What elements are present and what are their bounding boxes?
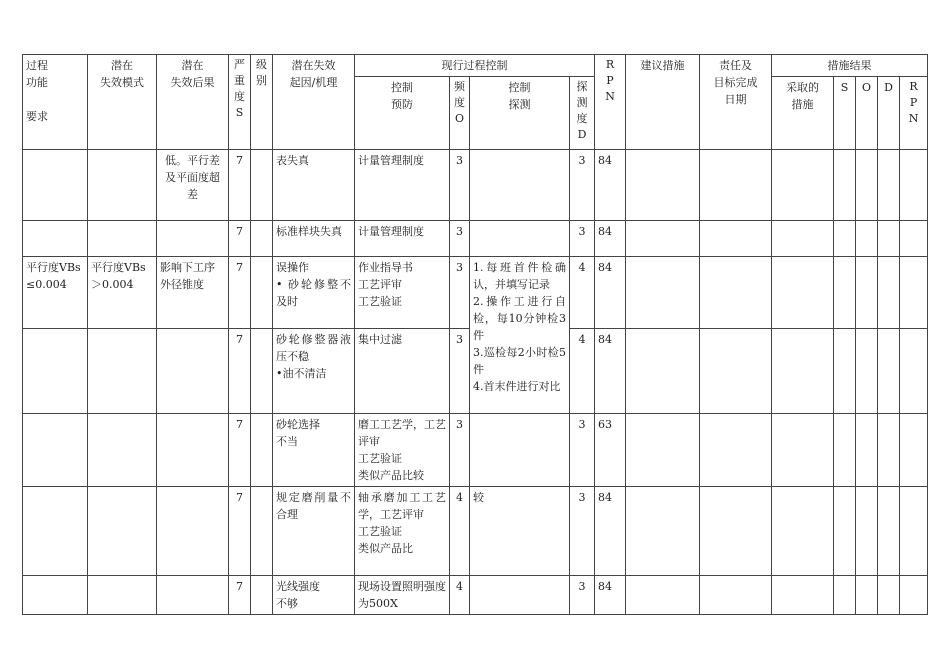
header-failure-effect: 潜在 失效后果 <box>157 55 229 150</box>
cell-detection: 4 <box>570 257 595 329</box>
cell-prevention: 磨工工艺学，工艺评审 工艺验证 类似产品比较 <box>355 414 450 487</box>
cell-detect-control <box>470 414 570 487</box>
cell-actions-taken <box>772 150 834 221</box>
cell-responsibility <box>700 487 772 576</box>
header-recommended-action: 建议措施 <box>626 55 700 150</box>
cell-rpn2 <box>900 150 928 221</box>
header-occurrence <box>450 77 470 150</box>
cell-function <box>23 487 88 576</box>
cell-detect-control <box>470 150 570 221</box>
cell-s <box>834 487 856 576</box>
header-rpn2-text: RPN <box>908 80 919 125</box>
cell-o <box>856 150 878 221</box>
cell-s <box>834 257 856 329</box>
cell-class <box>251 487 273 576</box>
cell-o <box>856 487 878 576</box>
header-d: D <box>878 77 900 150</box>
cell-rpn2 <box>900 576 928 615</box>
cell-effect: 影响下工序外径锥度 <box>157 257 229 329</box>
cell-rpn: 84 <box>595 576 626 615</box>
cell-rpn: 84 <box>595 150 626 221</box>
header-detection-text: 探测度D <box>576 80 588 141</box>
cell-detect-control <box>470 576 570 615</box>
cell-rpn2 <box>900 257 928 329</box>
cell-actions-taken <box>772 576 834 615</box>
cell-o <box>856 221 878 257</box>
cell-detection: 3 <box>570 414 595 487</box>
cell-mode <box>88 329 157 414</box>
cell-class <box>251 257 273 329</box>
header-rpn-text: RPN <box>605 58 615 103</box>
cell-severity: 7 <box>229 487 251 576</box>
cell-rpn2 <box>900 487 928 576</box>
cell-rpn2 <box>900 414 928 487</box>
cell-severity: 7 <box>229 576 251 615</box>
cell-cause: 砂轮选择 不当 <box>273 414 355 487</box>
cell-function <box>23 150 88 221</box>
cell-effect <box>157 414 229 487</box>
cell-recommended <box>626 487 700 576</box>
cell-effect <box>157 487 229 576</box>
table-row <box>23 576 928 615</box>
cell-occurrence: 4 <box>450 487 470 576</box>
cell-occurrence: 3 <box>450 257 470 329</box>
cell-mode <box>88 150 157 221</box>
cell-responsibility <box>700 329 772 414</box>
cell-mode <box>88 576 157 615</box>
cell-responsibility <box>700 150 772 221</box>
cell-d <box>878 576 900 615</box>
cell-o <box>856 329 878 414</box>
cell-rpn: 84 <box>595 257 626 329</box>
cell-cause: 表失真 <box>273 150 355 221</box>
cell-d <box>878 329 900 414</box>
header-row-1 <box>23 55 928 77</box>
cell-mode: 平行度VBs ＞0.004 <box>88 257 157 329</box>
header-occurrence-text: 频度O <box>454 80 465 125</box>
cell-severity: 7 <box>229 414 251 487</box>
cell-d <box>878 221 900 257</box>
cell-severity: 7 <box>229 150 251 221</box>
table-row <box>23 257 928 329</box>
header-rpn <box>595 55 626 150</box>
cell-effect <box>157 329 229 414</box>
header-prevention: 控制 预防 <box>355 77 450 150</box>
cell-responsibility <box>700 221 772 257</box>
header-failure-mode: 潜在 失效模式 <box>88 55 157 150</box>
cell-effect <box>157 221 229 257</box>
header-severity-text: 严重度S <box>234 58 245 119</box>
cell-recommended <box>626 257 700 329</box>
table-row <box>23 221 928 257</box>
cell-recommended <box>626 576 700 615</box>
cell-mode <box>88 414 157 487</box>
cell-rpn: 84 <box>595 329 626 414</box>
table-row <box>23 487 928 576</box>
cell-detection: 4 <box>570 329 595 414</box>
cell-prevention: 计量管理制度 <box>355 150 450 221</box>
cell-rpn: 84 <box>595 221 626 257</box>
cell-actions-taken <box>772 414 834 487</box>
cell-o <box>856 414 878 487</box>
cell-d <box>878 414 900 487</box>
cell-function: 平行度VBs ≤0.004 <box>23 257 88 329</box>
cell-s <box>834 576 856 615</box>
cell-mode <box>88 487 157 576</box>
cell-class <box>251 329 273 414</box>
cell-detection: 3 <box>570 150 595 221</box>
header-class <box>251 55 273 150</box>
cell-prevention: 作业指导书 工艺评审 工艺验证 <box>355 257 450 329</box>
cell-class <box>251 414 273 487</box>
cell-severity: 7 <box>229 257 251 329</box>
header-responsibility: 责任及 目标完成 日期 <box>700 55 772 150</box>
cell-class <box>251 576 273 615</box>
cell-cause: 标准样块失真 <box>273 221 355 257</box>
cell-rpn: 84 <box>595 487 626 576</box>
header-o: O <box>856 77 878 150</box>
cell-prevention: 轴承磨加工工艺学，工艺评审 工艺验证 类似产品比 <box>355 487 450 576</box>
cell-s <box>834 329 856 414</box>
cell-cause: 光线强度 不够 <box>273 576 355 615</box>
cell-o <box>856 257 878 329</box>
cell-actions-taken <box>772 257 834 329</box>
cell-occurrence: 3 <box>450 150 470 221</box>
cell-cause: 误操作 • 砂轮修整不及时 <box>273 257 355 329</box>
cell-recommended <box>626 414 700 487</box>
cell-actions-taken <box>772 329 834 414</box>
cell-detect-control <box>470 221 570 257</box>
cell-prevention: 集中过滤 <box>355 329 450 414</box>
cell-prevention: 计量管理制度 <box>355 221 450 257</box>
cell-d <box>878 487 900 576</box>
header-class-text: 级别 <box>256 58 267 87</box>
header-action-results: 措施结果 <box>772 55 928 77</box>
cell-detection: 3 <box>570 487 595 576</box>
cell-rpn2 <box>900 329 928 414</box>
header-cause: 潜在失效 起因/机理 <box>273 55 355 150</box>
cell-occurrence: 3 <box>450 414 470 487</box>
cell-d <box>878 257 900 329</box>
cell-detection: 3 <box>570 576 595 615</box>
cell-effect <box>157 576 229 615</box>
cell-responsibility <box>700 414 772 487</box>
cell-s <box>834 414 856 487</box>
cell-actions-taken <box>772 487 834 576</box>
header-rpn2 <box>900 77 928 150</box>
header-detection <box>570 77 595 150</box>
cell-rpn2 <box>900 221 928 257</box>
cell-cause: 砂轮修整器液压不稳 •油不清洁 <box>273 329 355 414</box>
cell-occurrence: 3 <box>450 329 470 414</box>
cell-class <box>251 150 273 221</box>
cell-s <box>834 221 856 257</box>
fmea-table <box>22 54 928 615</box>
cell-s <box>834 150 856 221</box>
table-row <box>23 150 928 221</box>
cell-actions-taken <box>772 221 834 257</box>
cell-severity: 7 <box>229 221 251 257</box>
cell-recommended <box>626 221 700 257</box>
cell-recommended <box>626 329 700 414</box>
cell-detection: 3 <box>570 221 595 257</box>
header-actions-taken: 采取的 措施 <box>772 77 834 150</box>
cell-cause: 规定磨削量不合理 <box>273 487 355 576</box>
header-detection-control: 控制 探测 <box>470 77 570 150</box>
header-process-function: 过程 功能 要求 <box>23 55 88 150</box>
cell-class <box>251 221 273 257</box>
cell-severity: 7 <box>229 329 251 414</box>
cell-function <box>23 414 88 487</box>
header-s: S <box>834 77 856 150</box>
cell-o <box>856 576 878 615</box>
table-row <box>23 414 928 487</box>
cell-d <box>878 150 900 221</box>
cell-responsibility <box>700 576 772 615</box>
cell-prevention: 现场设置照明强度为500X <box>355 576 450 615</box>
cell-function <box>23 221 88 257</box>
cell-responsibility <box>700 257 772 329</box>
header-severity <box>229 55 251 150</box>
cell-effect: 低。平行差及平面度超差 <box>157 150 229 221</box>
cell-recommended <box>626 150 700 221</box>
header-current-controls: 现行过程控制 <box>355 55 595 77</box>
cell-function <box>23 329 88 414</box>
cell-mode <box>88 221 157 257</box>
cell-occurrence: 3 <box>450 221 470 257</box>
cell-function <box>23 576 88 615</box>
cell-occurrence: 4 <box>450 576 470 615</box>
cell-detect-control: 较 <box>470 487 570 576</box>
cell-detect-control: 1.每班首件检确认，并填写记录 2.操作工进行自检，每10分钟检3件 3.巡检每2小时检5件 4.首末件进行对比 <box>470 257 570 414</box>
cell-rpn: 63 <box>595 414 626 487</box>
